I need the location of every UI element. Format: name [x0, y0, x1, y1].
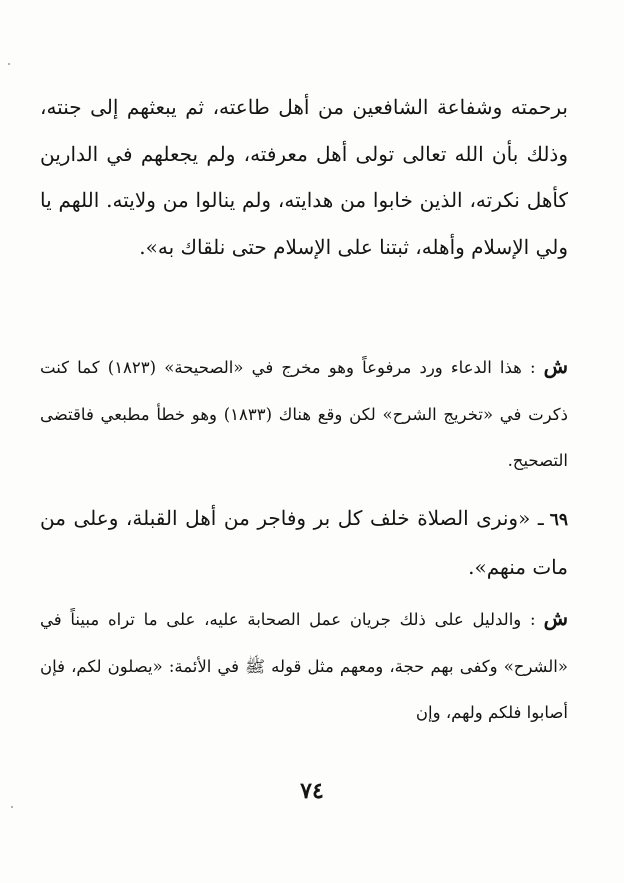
commentary-text: : هذا الدعاء ورد مرفوعاً وهو مخرج في «الصحيحة» (١٨٢٣) كما كنت ذكرت في «تخريج الشرح» لكن وقع هناك (١٨٣٣) وهو خطأ مطبعي فاقتضى التصحيح.: [40, 358, 568, 470]
creed-item-number: ٦٩: [549, 510, 569, 530]
creed-text-continuation: [40, 84, 568, 270]
commentary-paragraph-evidence: [40, 595, 568, 737]
commentary-marker: ش: [543, 606, 568, 630]
commentary-marker: ش: [543, 354, 569, 378]
scan-speck: [11, 806, 13, 808]
creed-item-text: ـ «ونرى الصلاة خلف كل بر وفاجر من أهل القبلة، وعلى من مات منهم».: [40, 506, 568, 579]
commentary-paragraph: [40, 343, 568, 485]
creed-text: برحمته وشفاعة الشافعين من أهل طاعته، ثم يبعثهم إلى جنته، وذلك بأن الله تعالى تولى أهل معرفته، ولم يجعلهم في الدارين كأهل نكرته، الذين خابوا من هدايته، ولم ينالوا من ولايته. اللهم يا ولي الإسلام وأهله، ثبتنا على الإسلام حتى نلقاك به».: [40, 95, 568, 259]
creed-item-69: [40, 495, 568, 591]
page-number: ٧٤: [300, 778, 324, 804]
commentary-text: : والدليل على ذلك جريان عمل الصحابة عليه، على ما تراه مبيناً في «الشرح» وكفى بهم حجة، ومعهم مثل قوله ﷺ في الأئمة: «يصلون لكم، فإن أصابوا فلكم ولهم، وإن: [40, 610, 568, 722]
scan-speck: [8, 63, 10, 65]
